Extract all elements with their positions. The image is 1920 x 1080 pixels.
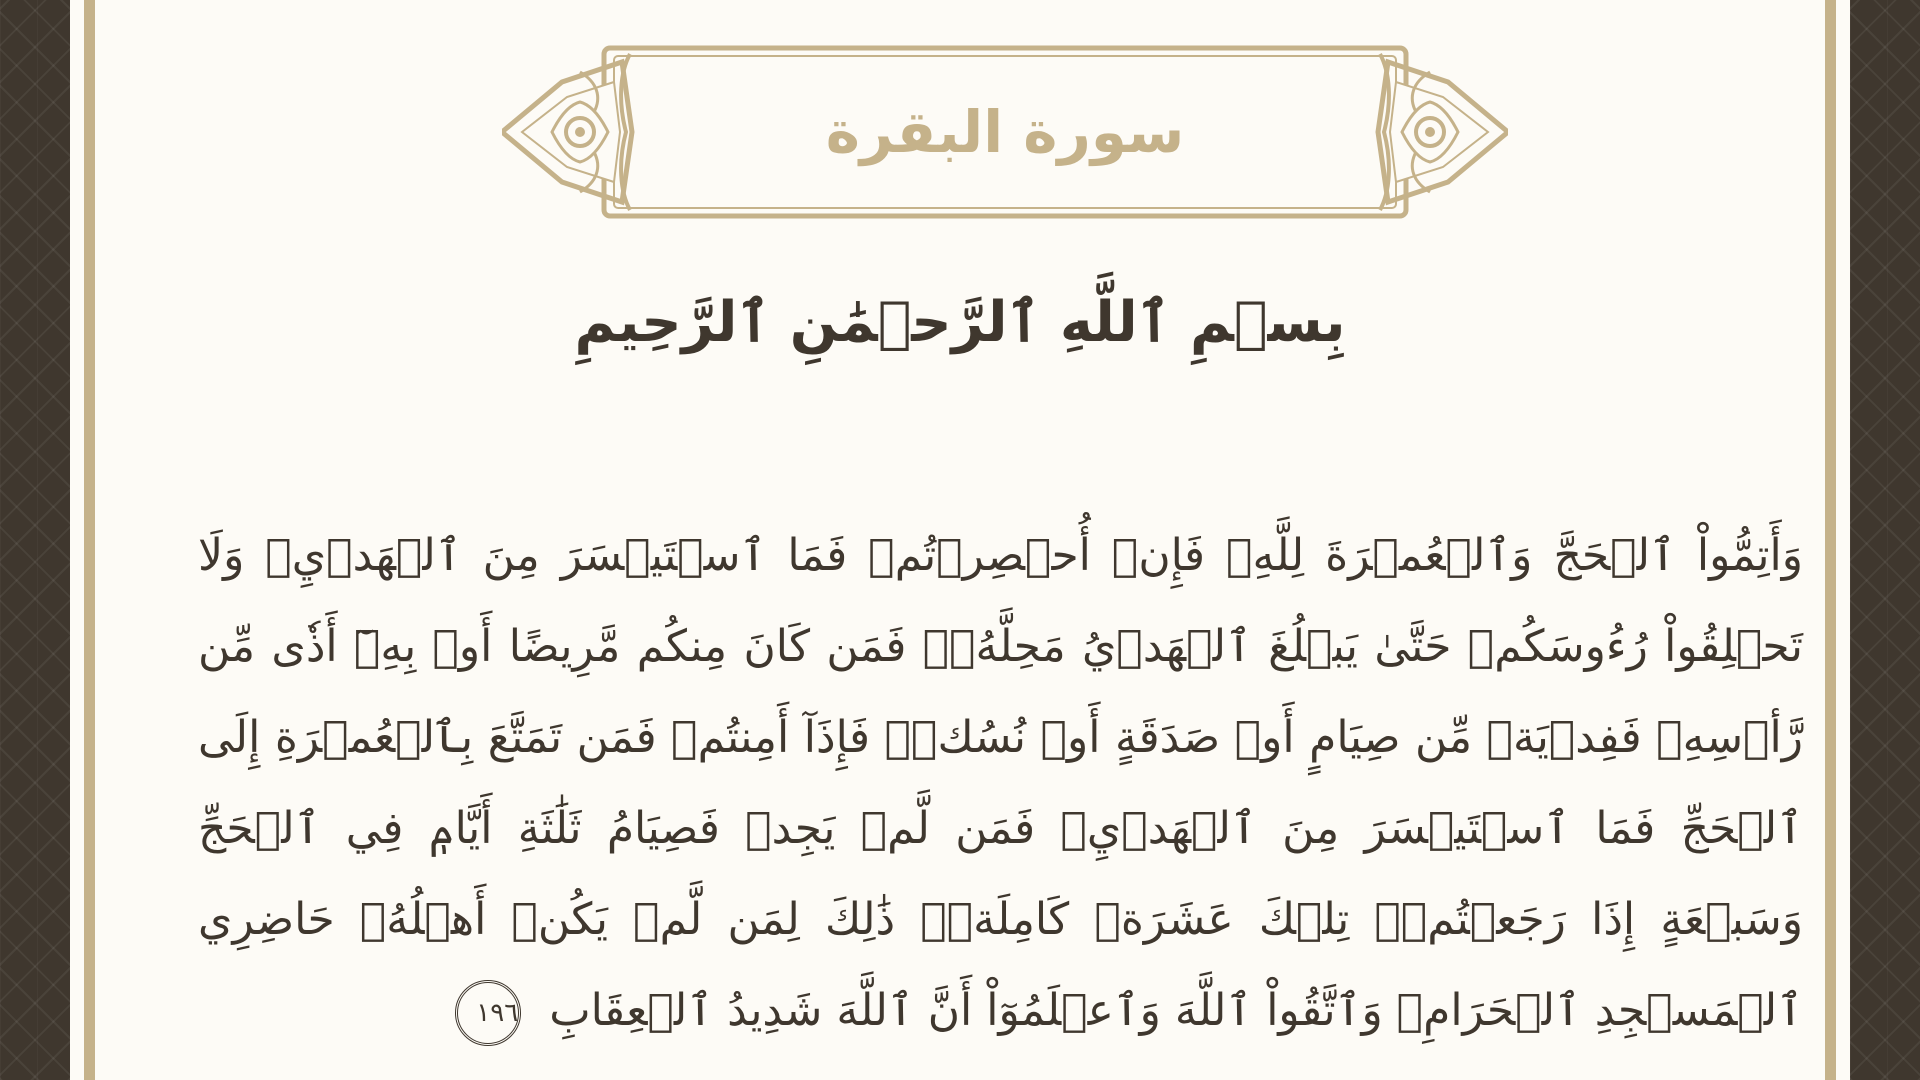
verse-text: وَأَتِمُّواْ ٱلۡحَجَّ وَٱلۡعُمۡرَةَ لِلَّهِۚ فَإِنۡ أُحۡصِرۡتُمۡ فَمَا ٱسۡتَيۡسَرَ مِنَ ٱلۡهَدۡيِۖ وَلَا تَحۡلِقُواْ رُءُوسَكُمۡ حَتَّىٰ يَبۡلُغَ ٱلۡهَدۡيُ مَحِلَّهُۥۚ فَمَن كَانَ مِنكُم مَّرِيضًا أَوۡ بِهِۦٓ أَذٗى مِّن رَّأۡسِهِۦ فَفِدۡيَةٞ مِّن صِيَامٍ أَوۡ صَدَقَةٍ أَوۡ نُسُكٖۚ فَإِذَآ أَمِنتُمۡ فَمَن تَمَتَّعَ بِٱلۡعُمۡرَةِ إِلَى ٱلۡحَجِّ فَمَا ٱسۡتَيۡسَرَ مِنَ ٱلۡهَدۡيِۚ فَمَن لَّمۡ يَجِدۡ فَصِيَامُ ثَلَٰثَةِ أَيَّامٖ فِي ٱلۡحَجِّ وَسَبۡعَةٍ إِذَا رَجَعۡتُمۡۗ تِلۡكَ عَشَرَةٞ كَامِلَةٞۗ ذَٰلِكَ لِمَن لَّمۡ يَكُنۡ أَهۡلُهُۥ حَاضِرِي ٱلۡمَسۡجِدِ ٱلۡحَرَامِۚ وَٱتَّقُواْ ٱللَّهَ وَٱعۡلَمُوٓاْ أَنَّ ٱللَّهَ شَدِيدُ ٱلۡعِقَابِ [198, 530, 1803, 1036]
mushaf-page [70, 0, 1850, 1080]
ayah-number-marker: ١٩٦ [455, 980, 521, 1046]
page-border-right [1825, 0, 1836, 1080]
page-border-left [84, 0, 95, 1080]
surah-title: سورة البقرة [825, 98, 1185, 166]
right-ornament-border [1850, 0, 1920, 1080]
surah-title-frame [502, 42, 1508, 222]
basmala: بِسۡمِ ٱللَّهِ ٱلرَّحۡمَٰنِ ٱلرَّحِيمِ [574, 290, 1346, 355]
left-ornament-border [0, 0, 70, 1080]
verse-text-block [198, 510, 1803, 1056]
